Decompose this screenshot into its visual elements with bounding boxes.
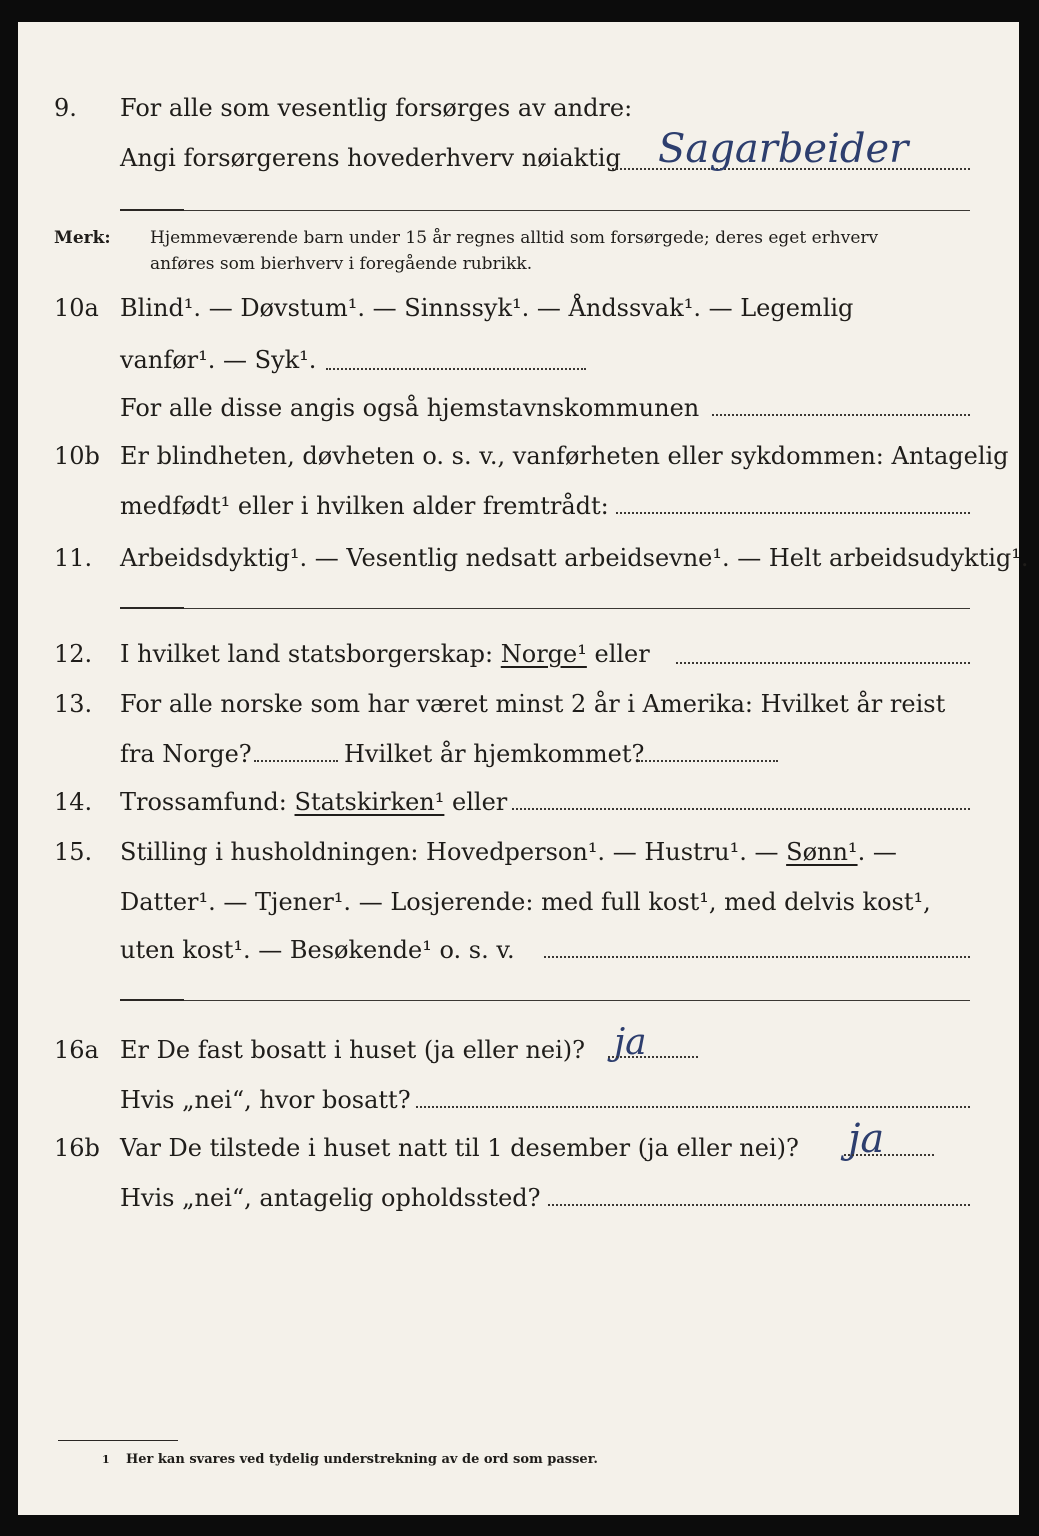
question-text: For alle som vesentlig forsørges av andre: xyxy=(120,94,633,122)
question-10a-line-3 xyxy=(18,388,1019,428)
question-text: medfødt¹ eller i hvilken alder fremtrådt: xyxy=(120,492,609,520)
question-text: Angi forsørgerens hovederhverv nøiaktig xyxy=(120,144,621,172)
question-suffix: eller xyxy=(452,788,508,816)
footnote xyxy=(18,1450,1019,1490)
note-line-2 xyxy=(18,250,1019,290)
question-15-line-1 xyxy=(18,832,1019,872)
footnote-mark: 1 xyxy=(102,1453,110,1466)
question-text: Arbeidsdyktig¹. — Vesentlig nedsatt arbeidsevne¹. — Helt arbeidsudyktig¹. xyxy=(120,544,1029,572)
divider xyxy=(120,608,970,609)
question-16a-line-1 xyxy=(18,1030,1019,1070)
answer-line xyxy=(844,1154,934,1156)
answer-line xyxy=(616,512,970,514)
question-13-line-2 xyxy=(18,734,1019,774)
question-10a-line-1 xyxy=(18,288,1019,328)
answer-line xyxy=(416,1106,970,1108)
divider xyxy=(120,607,184,609)
question-text: Hvis „nei“, hvor bosatt? xyxy=(120,1086,411,1114)
question-number: 10b xyxy=(54,442,100,470)
census-form-page xyxy=(18,22,1029,1515)
question-text xyxy=(120,634,650,674)
handwritten-answer: Sagarbeider xyxy=(658,126,909,172)
question-15-line-3 xyxy=(18,930,1019,970)
answer-line xyxy=(326,368,586,370)
note-label: Merk: xyxy=(54,228,111,248)
answer-line xyxy=(512,808,970,810)
question-10b-line-1 xyxy=(18,436,1019,476)
question-14-line-1 xyxy=(18,782,1019,822)
question-text: Er De fast bosatt i huset (ja eller nei)? xyxy=(120,1036,586,1064)
answer-line xyxy=(544,956,970,958)
question-number: 11. xyxy=(54,544,93,572)
question-text: vanfør¹. — Syk¹. xyxy=(120,346,317,374)
question-text-a: Stilling i husholdningen: Hovedperson¹. — Hustru¹. — xyxy=(120,838,779,866)
question-text xyxy=(120,782,507,822)
question-text-b: Hvilket år hjemkommet? xyxy=(344,740,645,768)
question-prefix: I hvilket land statsborgerskap: xyxy=(120,640,494,668)
question-number: 16b xyxy=(54,1134,100,1162)
answer-line xyxy=(548,1204,970,1206)
question-16a-line-2 xyxy=(18,1080,1019,1120)
question-11-line-1 xyxy=(18,538,1029,578)
question-number: 15. xyxy=(54,838,93,866)
divider xyxy=(120,209,184,211)
question-10b-line-2 xyxy=(18,486,1019,526)
question-number: 14. xyxy=(54,788,93,816)
question-10a-line-2 xyxy=(18,340,1019,380)
answer-line xyxy=(676,662,970,664)
footnote-text: Her kan svares ved tydelig understrekning av de ord som passer. xyxy=(126,1452,598,1467)
question-number: 9. xyxy=(54,94,77,122)
question-9-line-1 xyxy=(18,88,1019,128)
answer-line xyxy=(638,760,778,762)
handwritten-answer: ja xyxy=(848,1116,885,1162)
answer-line xyxy=(608,1056,698,1058)
question-text: Datter¹. — Tjener¹. — Losjerende: med full kost¹, med delvis kost¹, xyxy=(120,888,931,916)
question-number: 12. xyxy=(54,640,93,668)
note-text: Hjemmeværende barn under 15 år regnes alltid som forsørgede; deres eget erhverv xyxy=(150,228,879,248)
question-prefix: Trossamfund: xyxy=(120,788,287,816)
question-text: For alle norske som har været minst 2 år i Amerika: Hvilket år reist xyxy=(120,690,946,718)
answer-line xyxy=(254,760,338,762)
question-text: Hvis „nei“, antagelig opholdssted? xyxy=(120,1184,541,1212)
underlined-answer: Statskirken¹ xyxy=(294,788,445,816)
question-15-line-2 xyxy=(18,882,1019,922)
footnote-rule xyxy=(58,1440,178,1441)
question-16b-line-2 xyxy=(18,1178,1019,1218)
question-number: 13. xyxy=(54,690,93,718)
question-number: 10a xyxy=(54,294,99,322)
underlined-answer: Sønn¹ xyxy=(786,838,858,866)
question-suffix: eller xyxy=(594,640,650,668)
handwritten-answer: ja xyxy=(614,1022,647,1063)
divider xyxy=(120,210,970,211)
question-text-a: fra Norge? xyxy=(120,740,252,768)
answer-line xyxy=(712,414,970,416)
question-text xyxy=(120,832,897,872)
question-number: 16a xyxy=(54,1036,99,1064)
question-12-line-1 xyxy=(18,634,1019,674)
question-text: Blind¹. — Døvstum¹. — Sinnssyk¹. — Åndssvak¹. — Legemlig xyxy=(120,294,854,322)
question-text-b: . — xyxy=(857,838,897,866)
question-text: Var De tilstede i huset natt til 1 desember (ja eller nei)? xyxy=(120,1134,799,1162)
question-text: Er blindheten, døvheten o. s. v., vanførheten eller sykdommen: Antagelig xyxy=(120,442,1009,470)
divider xyxy=(120,999,184,1001)
question-text: For alle disse angis også hjemstavnskommunen xyxy=(120,394,700,422)
note-text: anføres som bierhverv i foregående rubrikk. xyxy=(150,254,533,274)
underlined-answer: Norge¹ xyxy=(500,640,587,668)
question-text: uten kost¹. — Besøkende¹ o. s. v. xyxy=(120,936,515,964)
question-13-line-1 xyxy=(18,684,1019,724)
divider xyxy=(120,1000,970,1001)
